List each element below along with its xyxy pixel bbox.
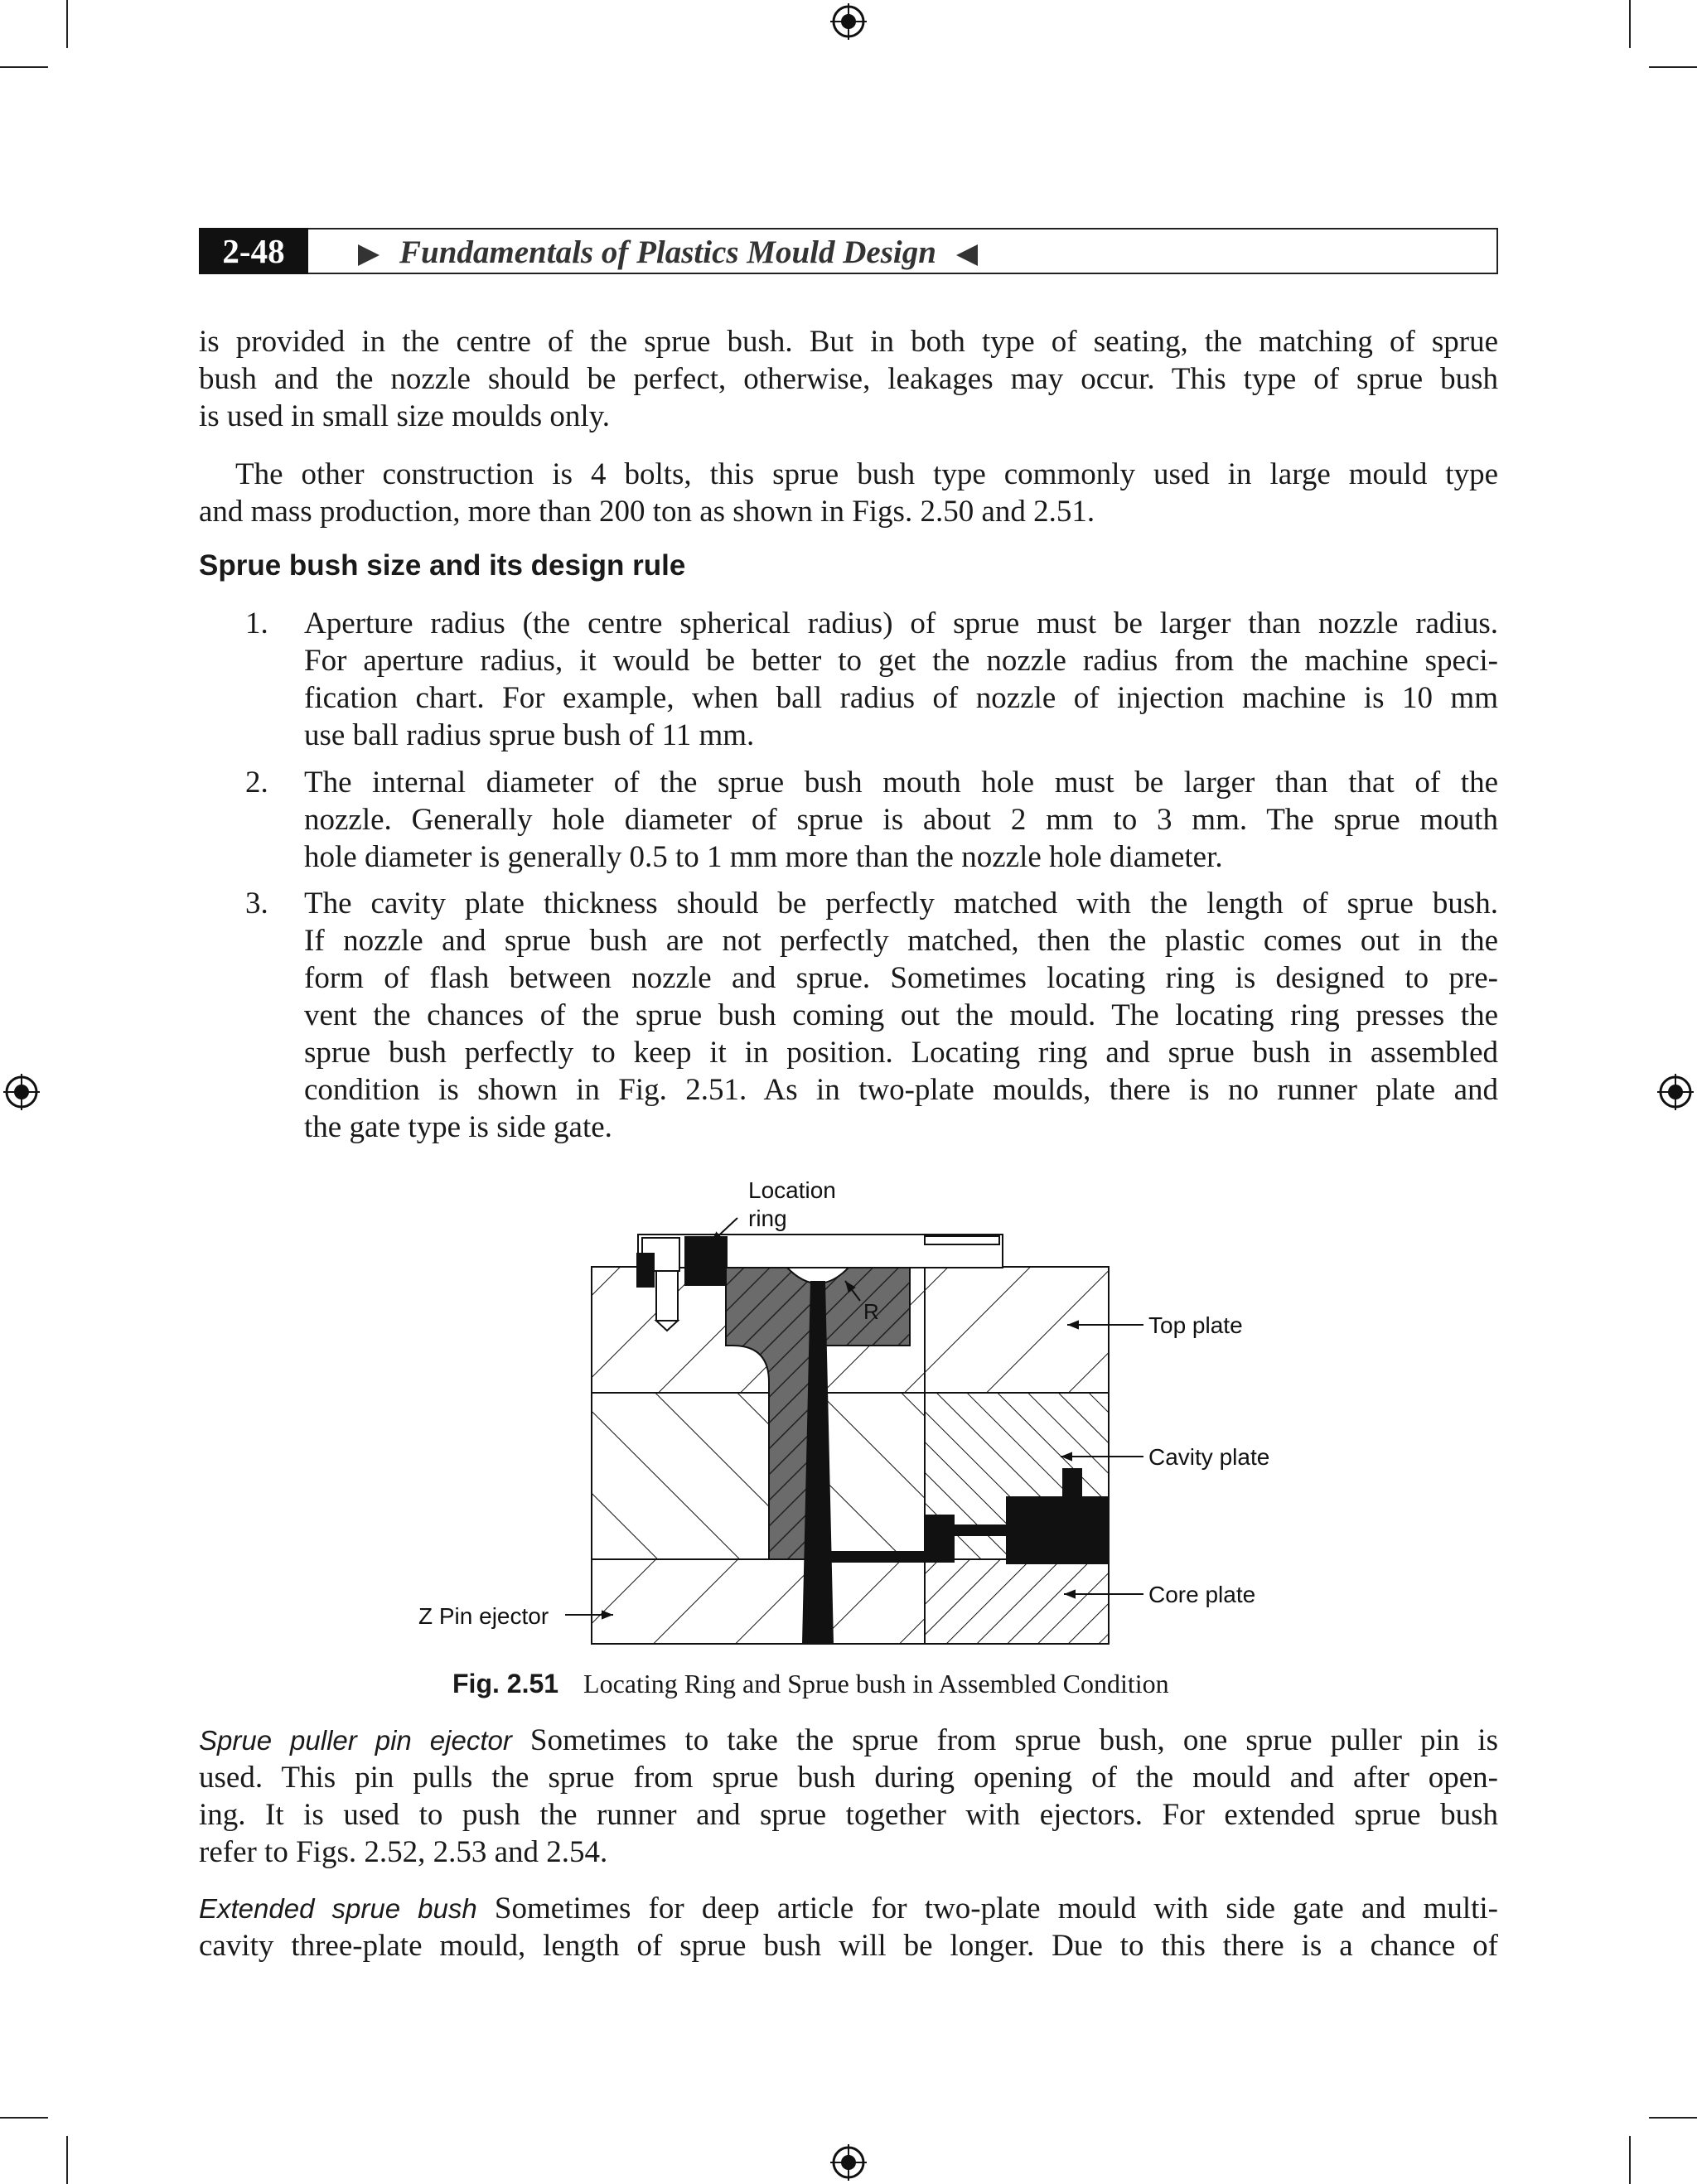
registration-mark-icon: [829, 2143, 868, 2182]
text-line: bush and the nozzle should be perfect, otherwise, leakages may occur. This type of sprue bush: [199, 362, 1498, 396]
list-body: [304, 605, 1498, 754]
paragraph: [199, 1722, 1498, 1871]
triangle-left-icon: [956, 244, 978, 266]
cavity-insert: [1006, 1496, 1109, 1564]
text-line: [199, 1890, 1498, 1927]
text-line: form of flash between nozzle and sprue. Sometimes locating ring is designed to pre-: [304, 961, 1498, 995]
cavity-plate-left: [592, 1393, 925, 1559]
runner: [825, 1551, 925, 1563]
text-line: The cavity plate thickness should be perfectly matched with the length of sprue bush.: [304, 887, 1498, 920]
crop-mark: [1629, 0, 1631, 48]
book-title: [358, 234, 978, 271]
list-body: [304, 764, 1498, 876]
text-line: use ball radius sprue bush of 11 mm.: [304, 718, 755, 752]
text-line: and mass production, more than 200 ton as shown in Figs. 2.50 and 2.51.: [199, 495, 1095, 529]
text-line: fication chart. For example, when ball radius of nozzle of injection machine is 10 mm: [304, 681, 1498, 715]
run-in-heading: Extended sprue bush: [199, 1893, 477, 1924]
text-span: Sometimes to take the sprue from sprue bush, one sprue puller pin is: [511, 1723, 1498, 1757]
section-heading: Sprue bush size and its design rule: [199, 549, 686, 582]
page-number: 2-48: [199, 228, 308, 274]
running-header: [199, 228, 1498, 274]
run-in-heading: Sprue puller pin ejector: [199, 1725, 512, 1756]
text-line: cavity three-plate mould, length of sprue bush will be longer. Due to this there is a chance of: [199, 1929, 1498, 1963]
list-number: 2.: [245, 766, 268, 800]
paragraph: [199, 456, 1498, 530]
text-line: [199, 1722, 1498, 1759]
header-title-box: [308, 228, 1498, 274]
crop-mark: [1629, 2136, 1631, 2184]
gate-link: [955, 1524, 1006, 1536]
crop-mark: [1649, 2117, 1697, 2119]
text-span: Sometimes for deep article for two-plate mould with side gate and multi-: [476, 1892, 1499, 1925]
registration-mark-icon: [1656, 1072, 1695, 1112]
location-ring-label: ring: [748, 1206, 787, 1231]
crop-mark: [0, 2117, 48, 2119]
text-line: The internal diameter of the sprue bush mouth hole must be larger than that of the: [304, 766, 1498, 800]
top-plate-right: [925, 1267, 1109, 1393]
gate-block: [925, 1515, 955, 1563]
text-line: the gate type is side gate.: [304, 1110, 612, 1144]
crop-mark: [1649, 66, 1697, 68]
text-line: condition is shown in Fig. 2.51. As in two-plate moulds, there is no runner plate and: [304, 1073, 1498, 1107]
figure-number: Fig. 2.51: [452, 1669, 559, 1698]
core-plate-right: [925, 1559, 1109, 1644]
text-line: hole diameter is generally 0.5 to 1 mm more than the nozzle hole diameter.: [304, 840, 1223, 874]
clamp-block-left: [636, 1253, 655, 1288]
book-title-text: Fundamentals of Plastics Mould Design: [399, 234, 936, 270]
radius-label: R: [863, 1299, 879, 1324]
registration-mark-icon: [2, 1072, 41, 1112]
registration-mark-icon: [829, 2, 868, 41]
bolt-shank: [656, 1271, 678, 1321]
list-body: [304, 885, 1498, 1146]
list-number: 3.: [245, 887, 268, 920]
text-line: refer to Figs. 2.52, 2.53 and 2.54.: [199, 1835, 608, 1869]
mould-assembly-figure: [398, 1168, 1334, 1657]
location-ring-label: Location: [748, 1177, 836, 1203]
text-line: sprue bush perfectly to keep it in position. Locating ring and sprue bush in assembled: [304, 1036, 1498, 1070]
core-plate-left: [592, 1559, 925, 1644]
crop-mark: [66, 2136, 68, 2184]
text-line: For aperture radius, it would be better to get the nozzle radius from the machine speci-: [304, 644, 1498, 678]
text-line: is used in small size moulds only.: [199, 399, 611, 433]
paragraph: [199, 323, 1498, 435]
text-line: Aperture radius (the centre spherical radius) of sprue must be larger than nozzle radius.: [304, 606, 1498, 640]
crop-mark: [0, 66, 48, 68]
list-number: 1.: [245, 606, 268, 640]
figure-title: Locating Ring and Sprue bush in Assembled Condition: [583, 1669, 1169, 1698]
cavity-plate-label: Cavity plate: [1148, 1444, 1270, 1470]
paragraph: [199, 1890, 1498, 1964]
core-plate-label: Core plate: [1148, 1582, 1256, 1607]
text-line: vent the chances of the sprue bush coming out the mould. The locating ring presses the: [304, 998, 1498, 1032]
text-line: The other construction is 4 bolts, this sprue bush type commonly used in large mould type: [235, 457, 1498, 491]
text-line: If nozzle and sprue bush are not perfectly matched, then the plastic comes out in the: [304, 924, 1498, 958]
text-line: nozzle. Generally hole diameter of sprue is about 2 mm to 3 mm. The sprue mouth: [304, 803, 1498, 837]
triangle-right-icon: [358, 244, 380, 266]
text-line: used. This pin pulls the sprue from sprue bush during opening of the mould and after open-: [199, 1761, 1498, 1795]
figure-caption: [452, 1669, 1169, 1699]
cavity-step: [1062, 1468, 1082, 1496]
crop-mark: [66, 0, 68, 48]
top-plate-label: Top plate: [1148, 1312, 1243, 1338]
ring-step: [925, 1236, 999, 1244]
z-pin-label: Z Pin ejector: [418, 1603, 549, 1629]
text-line: is provided in the centre of the sprue bush. But in both type of seating, the matching of sprue: [199, 325, 1498, 359]
clamp-block: [684, 1236, 728, 1286]
text-line: ing. It is used to push the runner and sprue together with ejectors. For extended sprue bush: [199, 1798, 1498, 1832]
